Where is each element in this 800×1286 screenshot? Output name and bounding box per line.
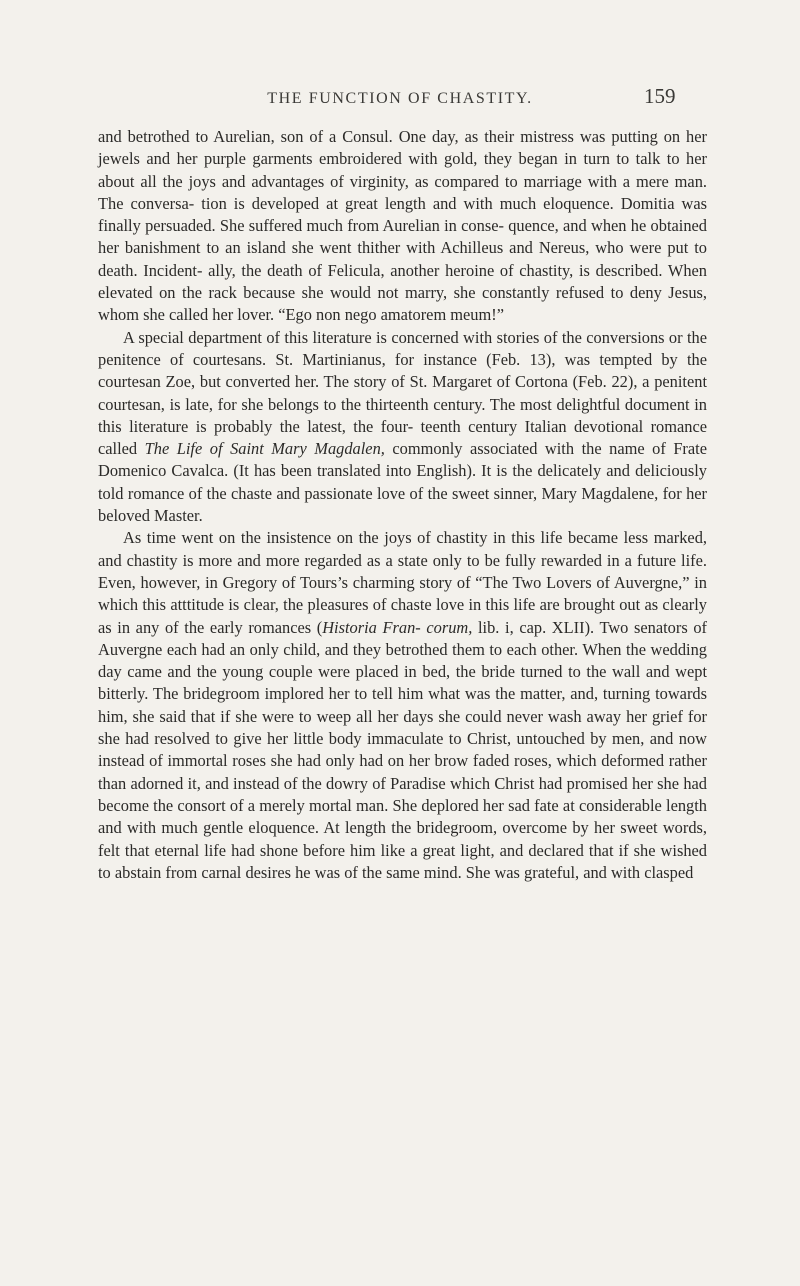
running-title: THE FUNCTION OF CHASTITY. bbox=[267, 90, 533, 107]
paragraph-2-text-before: A special department of this literature is concerned with stories of the conversions or the penitence of courtesans. St. Martinianus, for instance (Feb. 13), was tempted by the courtesan Zoe, but converted her. The story of St. Margaret of Cortona (Feb. 22), a penitent courtesan, is late, for she belongs to the thirteenth century. The most delightful document in this literature is probably the latest, the four- teenth century Italian devotional romance called bbox=[98, 327, 707, 459]
body-text bbox=[98, 126, 707, 884]
paragraph-3 bbox=[98, 527, 707, 884]
paragraph-2 bbox=[98, 327, 707, 528]
citation-italic: Historia Fran- corum, bbox=[322, 617, 473, 637]
book-title-italic: The Life of Saint Mary Magdalen, bbox=[144, 439, 385, 459]
paragraph-3-text-before: As time went on the insistence on the joys of chastity in this life became less marked, and chastity is more and more regarded as a state only to be fully rewarded in a future life. Even, however, in Gregory of Tours’s charming story of “The Two Lovers of Auvergne,” in which this atttitude is clear, the pleasures of chaste love in this life are brought out as clearly as in any of the early romances ( bbox=[98, 528, 707, 637]
paragraph-1-text: and betrothed to Aurelian, son of a Consul. One day, as their mistress was putting on her jewels and her purple garments embroidered with gold, they began in turn to talk to her about all the joys and advantages of virginity, as compared to marriage with a mere man. The conversa- tion is developed at great length and with much eloquence. Domitia was finally persuaded. She suffered much from Aurelian in conse- quence, and when he obtained her banishment to an island she went thither with Achilleus and Nereus, who were put to death. Incident- ally, the death of Felicula, another heroine of chastity, is described. When elevated on the rack because she would not marry, she constantly refused to deny Jesus, whom she called her lover. “Ego non nego amatorem meum!” bbox=[98, 127, 707, 325]
paragraph-3-text-after: lib. i, cap. XLII). Two senators of Auvergne each had an only child, and they betrothed them to each other. When the wedding day came and the young couple were placed in bed, the bride turned to the wall and wept bitterly. The bridegroom implored her to tell him what was the matter, and, turning towards him, she said that if she were to weep all her days she could never wash away her grief for she had resolved to give her little body immaculate to Christ, untouched by men, and now instead of immortal roses she had only had on her brow faded roses, which deformed rather than adorned it, and instead of the dowry of Paradise which Christ had promised her she had become the consort of a merely mortal man. She deplored her sad fate at considerable length and with much gentle eloquence. At length the bridegroom, overcome by her sweet words, felt that eternal life had shone before him like a great light, and declared that if she wished to abstain from carnal desires he was of the same mind. She was grateful, and with clasped bbox=[98, 617, 707, 882]
paragraph-2-text-after: commonly associated with the name of Frate Domenico Cavalca. (It has been translated into English). It is the delicately and deliciously told romance of the chaste and passionate love of the sweet sinner, Mary Magdalene, for her beloved Master. bbox=[98, 439, 707, 526]
running-head bbox=[0, 84, 800, 114]
page-number: 159 bbox=[644, 84, 676, 108]
paragraph-1 bbox=[98, 126, 707, 327]
